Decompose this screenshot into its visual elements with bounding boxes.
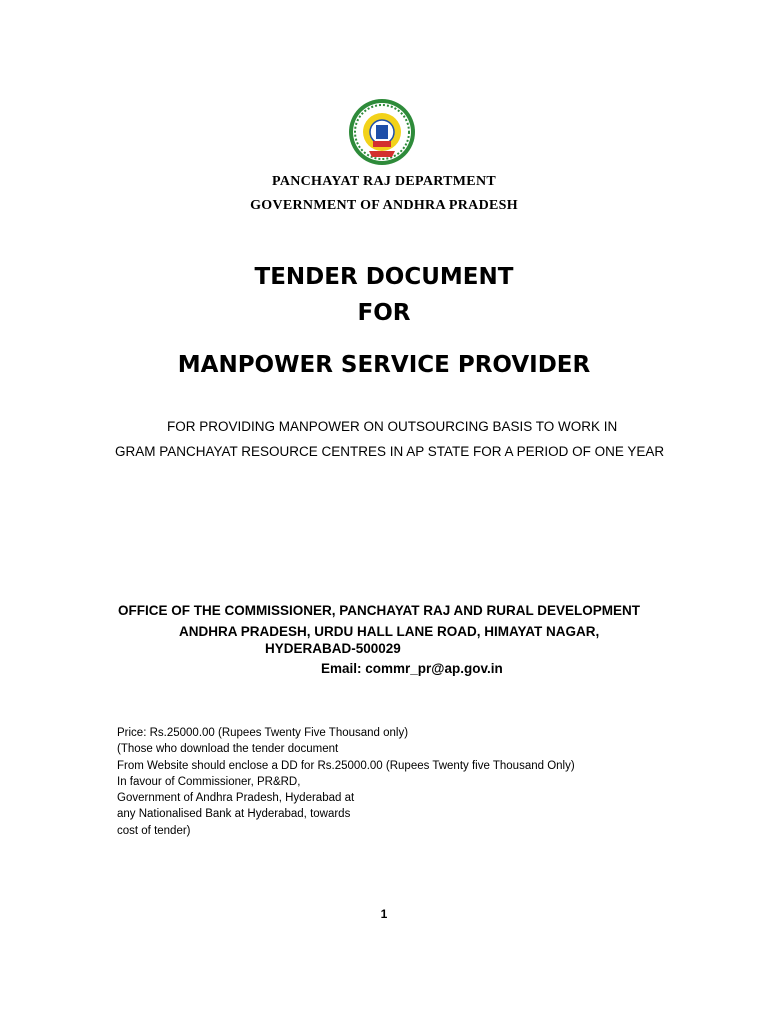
- price-line: cost of tender): [117, 824, 191, 837]
- price-block: [117, 725, 575, 839]
- office-line-3: HYDERABAD-500029: [265, 641, 401, 656]
- document-title-for: FOR: [357, 300, 411, 326]
- subtitle-line-2: GRAM PANCHAYAT RESOURCE CENTRES IN AP STATE FOR A PERIOD OF ONE YEAR: [115, 444, 665, 459]
- page-number: 1: [380, 907, 388, 921]
- document-title-service: MANPOWER SERVICE PROVIDER: [177, 352, 591, 378]
- price-line: Price: Rs.25000.00 (Rupees Twenty Five Thousand only): [117, 727, 409, 739]
- price-line: (Those who download the tender document: [117, 743, 339, 756]
- government-heading: GOVERNMENT OF ANDHRA PRADESH: [250, 198, 518, 213]
- price-line: Government of Andhra Pradesh, Hyderabad at: [117, 792, 355, 805]
- subtitle-line-1: FOR PROVIDING MANPOWER ON OUTSOURCING BASIS TO WORK IN: [167, 419, 618, 434]
- department-heading: PANCHAYAT RAJ DEPARTMENT: [272, 174, 496, 189]
- price-line: In favour of Commissioner, PR&RD,: [117, 775, 301, 788]
- office-line-1: OFFICE OF THE COMMISSIONER, PANCHAYAT RAJ AND RURAL DEVELOPMENT: [118, 603, 641, 618]
- government-emblem-logo: [347, 97, 417, 167]
- price-line: From Website should enclose a DD for Rs.25000.00 (Rupees Twenty five Thousand Only): [117, 759, 575, 772]
- emblem-icon: [347, 97, 417, 167]
- price-line: any Nationalised Bank at Hyderabad, towards: [117, 808, 351, 821]
- office-email: Email: commr_pr@ap.gov.in: [321, 661, 503, 676]
- document-title: TENDER DOCUMENT: [254, 264, 514, 290]
- office-line-2: ANDHRA PRADESH, URDU HALL LANE ROAD, HIMAYAT NAGAR,: [179, 624, 600, 639]
